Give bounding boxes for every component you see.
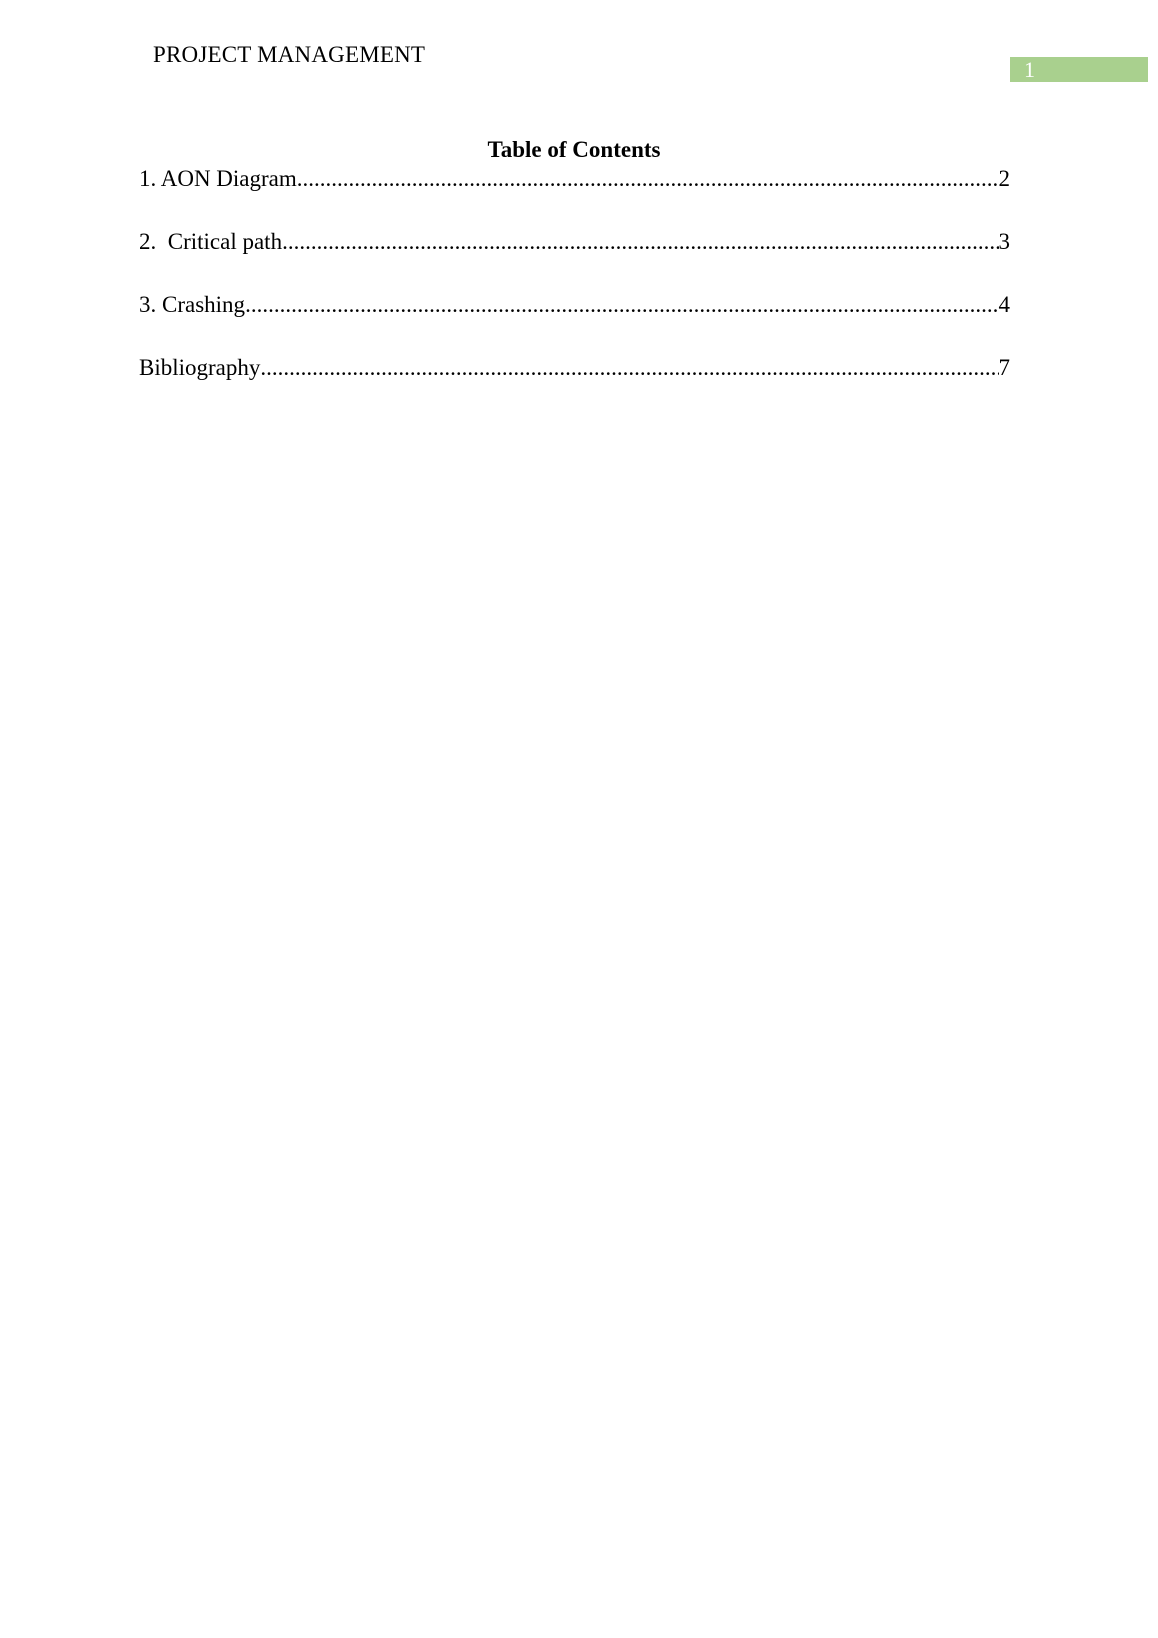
toc-entry-label: 1. AON Diagram xyxy=(139,166,297,191)
toc-heading: Table of Contents xyxy=(487,137,661,162)
toc-dot-leader xyxy=(282,229,998,255)
toc-entry-page: 2 xyxy=(998,166,1010,191)
toc-dot-leader xyxy=(297,166,999,192)
toc-entry-page: 3 xyxy=(998,229,1010,254)
running-header-title: PROJECT MANAGEMENT xyxy=(153,42,426,67)
page-number-badge xyxy=(1010,57,1148,82)
toc-dot-leader xyxy=(260,355,998,381)
toc-entry-label: 3. Crashing xyxy=(139,292,246,317)
toc-entry-aon-diagram[interactable] xyxy=(139,166,1010,229)
toc-entry-crashing[interactable] xyxy=(139,292,1010,355)
toc-entry-label: Bibliography xyxy=(139,355,261,380)
toc-entry-critical-path[interactable] xyxy=(139,229,1010,292)
toc-entry-bibliography[interactable] xyxy=(139,355,1010,418)
toc-entry-label: 2. Critical path xyxy=(139,229,283,254)
toc-list xyxy=(139,166,1010,418)
page-number: 1 xyxy=(1024,57,1035,82)
toc-entry-page: 7 xyxy=(998,355,1010,380)
toc-dot-leader xyxy=(245,292,998,318)
toc-entry-page: 4 xyxy=(998,292,1010,317)
